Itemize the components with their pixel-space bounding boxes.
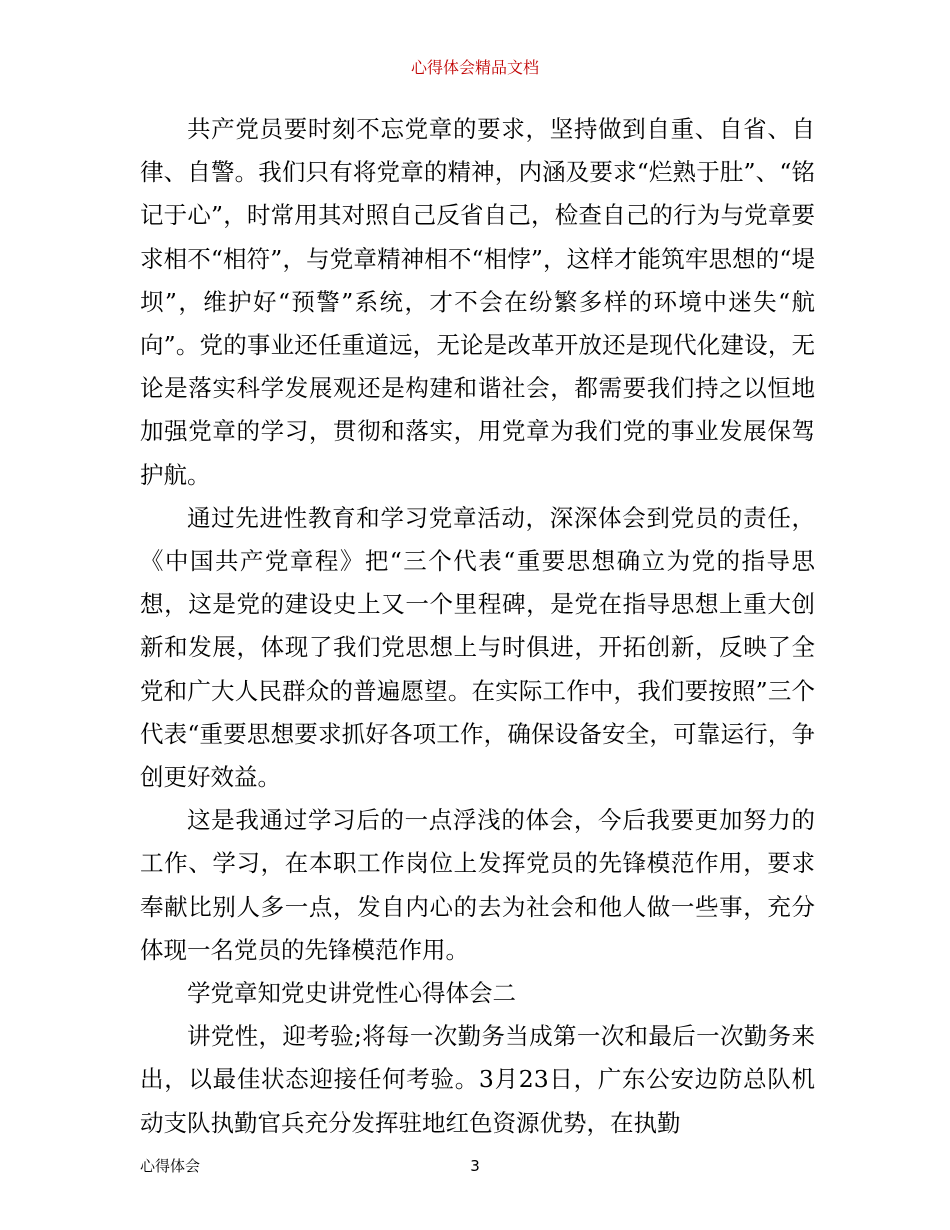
paragraph-2: 通过先进性教育和学习党章活动，深深体会到党员的责任，《中国共产党章程》把“三个代表“重要思想确立为党的指导思想，这是党的建设史上又一个里程碑，是党在指导思想上重大创新和发展，体现了我们党思想上与时俱进，开拓创新，反映了全党和广大人民群众的普遍愿望。在实际工作中，我们要按照”三个代表“重要思想要求抓好各项工作，确保设备安全，可靠运行，争创更好效益。 [140,503,815,792]
header-title: 心得体会精品文档 [410,58,539,77]
paragraph-1: 共产党员要时刻不忘党章的要求，坚持做到自重、自省、自律、自警。我们只有将党章的精神，内涵及要求“烂熟于肚”、“铭记于心”，时常用其对照自己反省自己，检查自己的行为与党章要求相不“相符”，与党章精神相不“相悖”，这样才能筑牢思想的“堤坝”，维护好“预警”系统，才不会在纷繁多样的环境中迷失“航向”。党的事业还任重道远，无论是改革开放还是现代化建设，无论是落实科学发展观还是构建和谐社会，都需要我们持之以恒地加强党章的学习，贯彻和落实，用党章为我们党的事业发展保驾护航。 [140,115,815,489]
page-number: 3 [470,1157,480,1175]
document-body [140,108,815,1145]
footer-label: 心得体会 [140,1157,201,1175]
paragraph-3: 这是我通过学习后的一点浮浅的体会，今后我要更加努力的工作、学习，在本职工作岗位上发挥党员的先锋模范作用，要求奉献比别人多一点，发自内心的去为社会和他人做一些事，充分体现一名党员的先锋模范作用。 [140,806,815,964]
paragraph-4: 讲党性，迎考验;将每一次勤务当成第一次和最后一次勤务来出，以最佳状态迎接任何考验。3月23日，广东公安边防总队机动支队执勤官兵充分发挥驻地红色资源优势，在执勤 [140,1022,815,1137]
section-heading: 学党章知党史讲党性心得体会二 [187,979,516,1008]
